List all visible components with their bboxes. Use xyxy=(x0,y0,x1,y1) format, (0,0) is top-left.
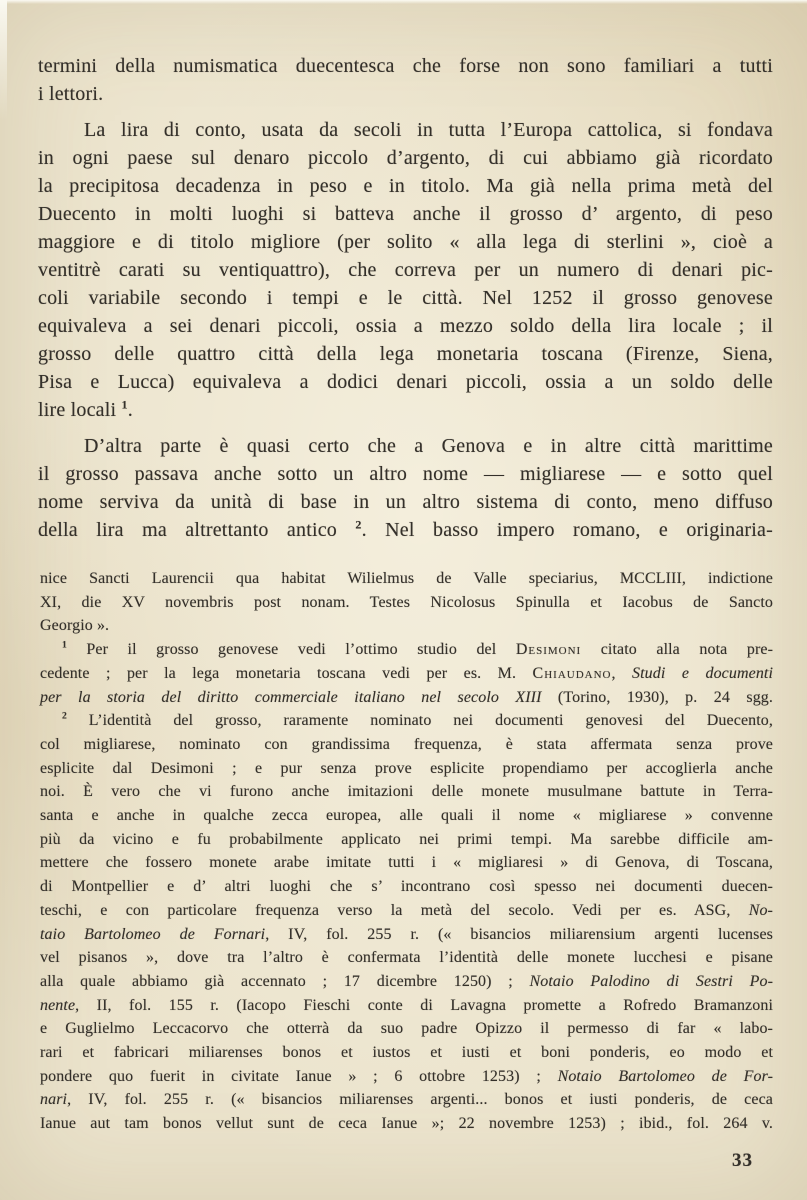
text-line xyxy=(38,228,773,256)
text-line xyxy=(38,312,773,340)
text-segment: della lira ma altrettanto antico xyxy=(38,519,356,541)
text-segment: maggiore e di titolo migliore (per solito « alla lega di sterlini », cioè a xyxy=(38,231,773,253)
text-segment: (Torino, 1930), p. 24 sgg. xyxy=(541,688,773,706)
text-line xyxy=(40,804,773,828)
text-segment: e Guglielmo Leccacorvo che otterrà da suo padre Opizzo il permesso di far « labo- xyxy=(40,1020,773,1038)
scan-edge-artifact-left xyxy=(0,0,7,120)
text-segment: Per il grosso genovese vedi l’ottimo studio del xyxy=(66,641,516,659)
paragraph xyxy=(38,432,773,544)
text-segment: più da vicino e fu probabilmente applicato nei primi tempi. Ma sarebbe difficile am- xyxy=(40,830,773,848)
text-line xyxy=(38,256,773,284)
text-line xyxy=(40,875,773,899)
text-segment: La lira di conto, usata da secoli in tutta l’Europa cattolica, si fondava xyxy=(84,119,773,141)
text-segment: di Montpellier e d’ altri luoghi che s’ incontrano così spesso nei documenti duecen- xyxy=(40,878,773,896)
paragraph xyxy=(38,52,773,108)
text-segment: per la storia del diritto commerciale italiano nel secolo XIII xyxy=(40,688,542,706)
text-segment: la precipitosa decadenza in peso e in titolo. Ma già nella prima metà del xyxy=(38,175,773,197)
text-line xyxy=(40,780,773,804)
text-segment: Studi e documenti xyxy=(632,664,774,682)
text-line xyxy=(40,733,773,757)
text-line xyxy=(40,1041,773,1065)
text-line xyxy=(40,1017,773,1041)
text-line xyxy=(40,1065,773,1089)
text-line xyxy=(40,828,773,852)
text-segment: equivaleva a sei denari piccoli, ossia a mezzo soldo della lira locale ; il xyxy=(38,315,773,337)
text-segment: vel pisanos », dove tra l’altro è confermata l’identità delle monete lucchesi e pisane xyxy=(40,949,773,967)
text-segment: grosso delle quattro città della lega monetaria toscana (Firenze, Siena, xyxy=(38,343,773,365)
text-segment: ventitrè carati su ventiquattro), che correva per un numero di denari pic- xyxy=(38,259,773,281)
text-line xyxy=(40,1112,773,1136)
text-segment: Georgio ». xyxy=(40,617,110,635)
footnote-marker: 2 xyxy=(62,710,67,722)
text-segment: Pisa e Lucca) equivaleva a dodici denari piccoli, ossia a un soldo delle xyxy=(38,371,773,393)
text-segment: Desimoni xyxy=(515,641,582,659)
text-segment: . xyxy=(127,399,133,421)
text-segment: nome serviva da unità di base in un altro sistema di conto, meno diffuso xyxy=(38,491,773,513)
text-segment: santa e anche in qualche zecca europea, alle quali il nome « migliarese » convenne xyxy=(40,807,773,825)
text-line xyxy=(38,52,773,80)
text-segment: il grosso passava anche sotto un altro nome — migliarese — e sotto quel xyxy=(38,463,773,485)
text-line xyxy=(38,460,773,488)
text-segment: rari et fabricari miliarenses bonos et iustos et iusti et boni ponderis, eo modo et xyxy=(40,1044,773,1062)
text-segment: D’altra parte è quasi certo che a Genova e in altre città marittime xyxy=(84,435,773,457)
text-line xyxy=(40,709,773,733)
paragraph xyxy=(40,709,773,1136)
text-segment: mettere che fossero monete arabe imitate tutti i « migliaresi » di Genova, di Toscana, xyxy=(40,854,773,872)
text-segment: alla quale abbiamo già accennato ; 17 dicembre 1250) ; xyxy=(40,972,530,990)
text-segment: col migliarese, nominato con grandissima frequenza, è stata affermata senza prove xyxy=(40,735,773,753)
text-segment: , IV, fol. 255 r. (« bisancios miliarenses argenti... bonos et iusti ponderis, de ceca xyxy=(67,1091,773,1109)
text-line xyxy=(38,80,773,108)
footnotes xyxy=(40,567,773,1136)
text-line xyxy=(40,994,773,1018)
text-line xyxy=(40,899,773,923)
footnote-marker: 1 xyxy=(62,639,67,651)
text-line xyxy=(40,1088,773,1112)
text-line xyxy=(38,172,773,200)
text-line xyxy=(38,284,773,312)
text-segment: Notaio Palodino di Sestri Po- xyxy=(529,972,774,990)
text-line xyxy=(40,567,773,591)
text-segment: No- xyxy=(748,901,773,919)
text-line xyxy=(38,340,773,368)
paragraph xyxy=(40,638,773,709)
text-segment: Notaio Bartolomeo de For- xyxy=(557,1067,773,1085)
footnote-marker: 2 xyxy=(355,517,362,532)
paragraph xyxy=(40,567,773,638)
text-segment: . Nel basso impero romano, e originaria- xyxy=(361,519,773,541)
text-line xyxy=(40,757,773,781)
text-line xyxy=(40,614,773,638)
text-line xyxy=(38,516,773,544)
text-line xyxy=(38,144,773,172)
text-segment: , xyxy=(611,664,633,682)
text-segment: cedente ; per la lega monetaria toscana vedi per es. M. xyxy=(40,664,533,682)
text-line xyxy=(40,851,773,875)
text-segment: XI, die XV novembris post nonam. Testes Nicolosus Spinulla et Iacobus de Sancto xyxy=(40,593,773,611)
body-text xyxy=(38,52,773,544)
text-line xyxy=(38,368,773,396)
text-segment: pondere quo fuerit in civitate Ianue » ; 6 ottobre 1253) ; xyxy=(40,1067,558,1085)
page-number: 33 xyxy=(732,1150,753,1171)
text-segment: Chiaudano xyxy=(532,664,612,682)
text-segment: L’identità del grosso, raramente nominato nei documenti genovesi del Duecento, xyxy=(66,712,773,730)
text-segment: taio Bartolomeo de Fornari xyxy=(40,925,266,943)
text-segment: termini della numismatica duecentesca che forse non sono familiari a tutti xyxy=(38,55,773,77)
text-segment: i lettori. xyxy=(38,83,104,105)
text-segment: citato alla nota pre- xyxy=(581,641,774,659)
text-line xyxy=(40,970,773,994)
text-segment: nari xyxy=(40,1091,68,1109)
paragraph xyxy=(38,116,773,424)
text-segment: in ogni paese sul denaro piccolo d’argento, di cui abbiamo già ricordato xyxy=(38,147,773,169)
text-line xyxy=(40,686,773,710)
text-segment: lire locali xyxy=(38,399,122,421)
footnote-marker: 1 xyxy=(121,397,128,412)
text-line xyxy=(38,432,773,460)
text-line xyxy=(38,200,773,228)
text-line xyxy=(38,396,773,424)
text-segment: Duecento in molti luoghi si batteva anche il grosso d’ argento, di peso xyxy=(38,203,773,225)
text-segment: nente xyxy=(40,996,76,1014)
text-line xyxy=(40,591,773,615)
text-segment: teschi, e con particolare frequenza verso la metà del secolo. Vedi per es. ASG, xyxy=(40,901,749,919)
text-segment: nice Sancti Laurencii qua habitat Wilielmus de Valle speciarius, MCCLIII, indictione xyxy=(40,570,773,587)
text-line xyxy=(38,116,773,144)
text-segment: , IV, fol. 255 r. (« bisancios miliarensium argenti lucenses xyxy=(265,925,773,943)
text-line xyxy=(38,488,773,516)
text-segment: Ianue aut tam bonos vellut sunt de ceca Ianue »; 22 novembre 1253) ; ibid., fol. 264 v. xyxy=(40,1115,773,1133)
text-line xyxy=(40,923,773,947)
text-line xyxy=(40,946,773,970)
scan-edge-artifact-top xyxy=(0,0,807,4)
text-segment: noi. È vero che vi furono anche imitazioni delle monete musulmane battute in Terra- xyxy=(40,783,773,801)
text-segment: , II, fol. 155 r. (Iacopo Fieschi conte di Lavagna promette a Rofredo Bramanzoni xyxy=(75,996,773,1014)
text-segment: coli variabile secondo i tempi e le città. Nel 1252 il grosso genovese xyxy=(38,287,773,309)
text-line xyxy=(40,638,773,662)
text-line xyxy=(40,662,773,686)
text-segment: esplicite dal Desimoni ; e pur senza prove esplicite propendiamo per accoglierla anche xyxy=(40,759,773,777)
